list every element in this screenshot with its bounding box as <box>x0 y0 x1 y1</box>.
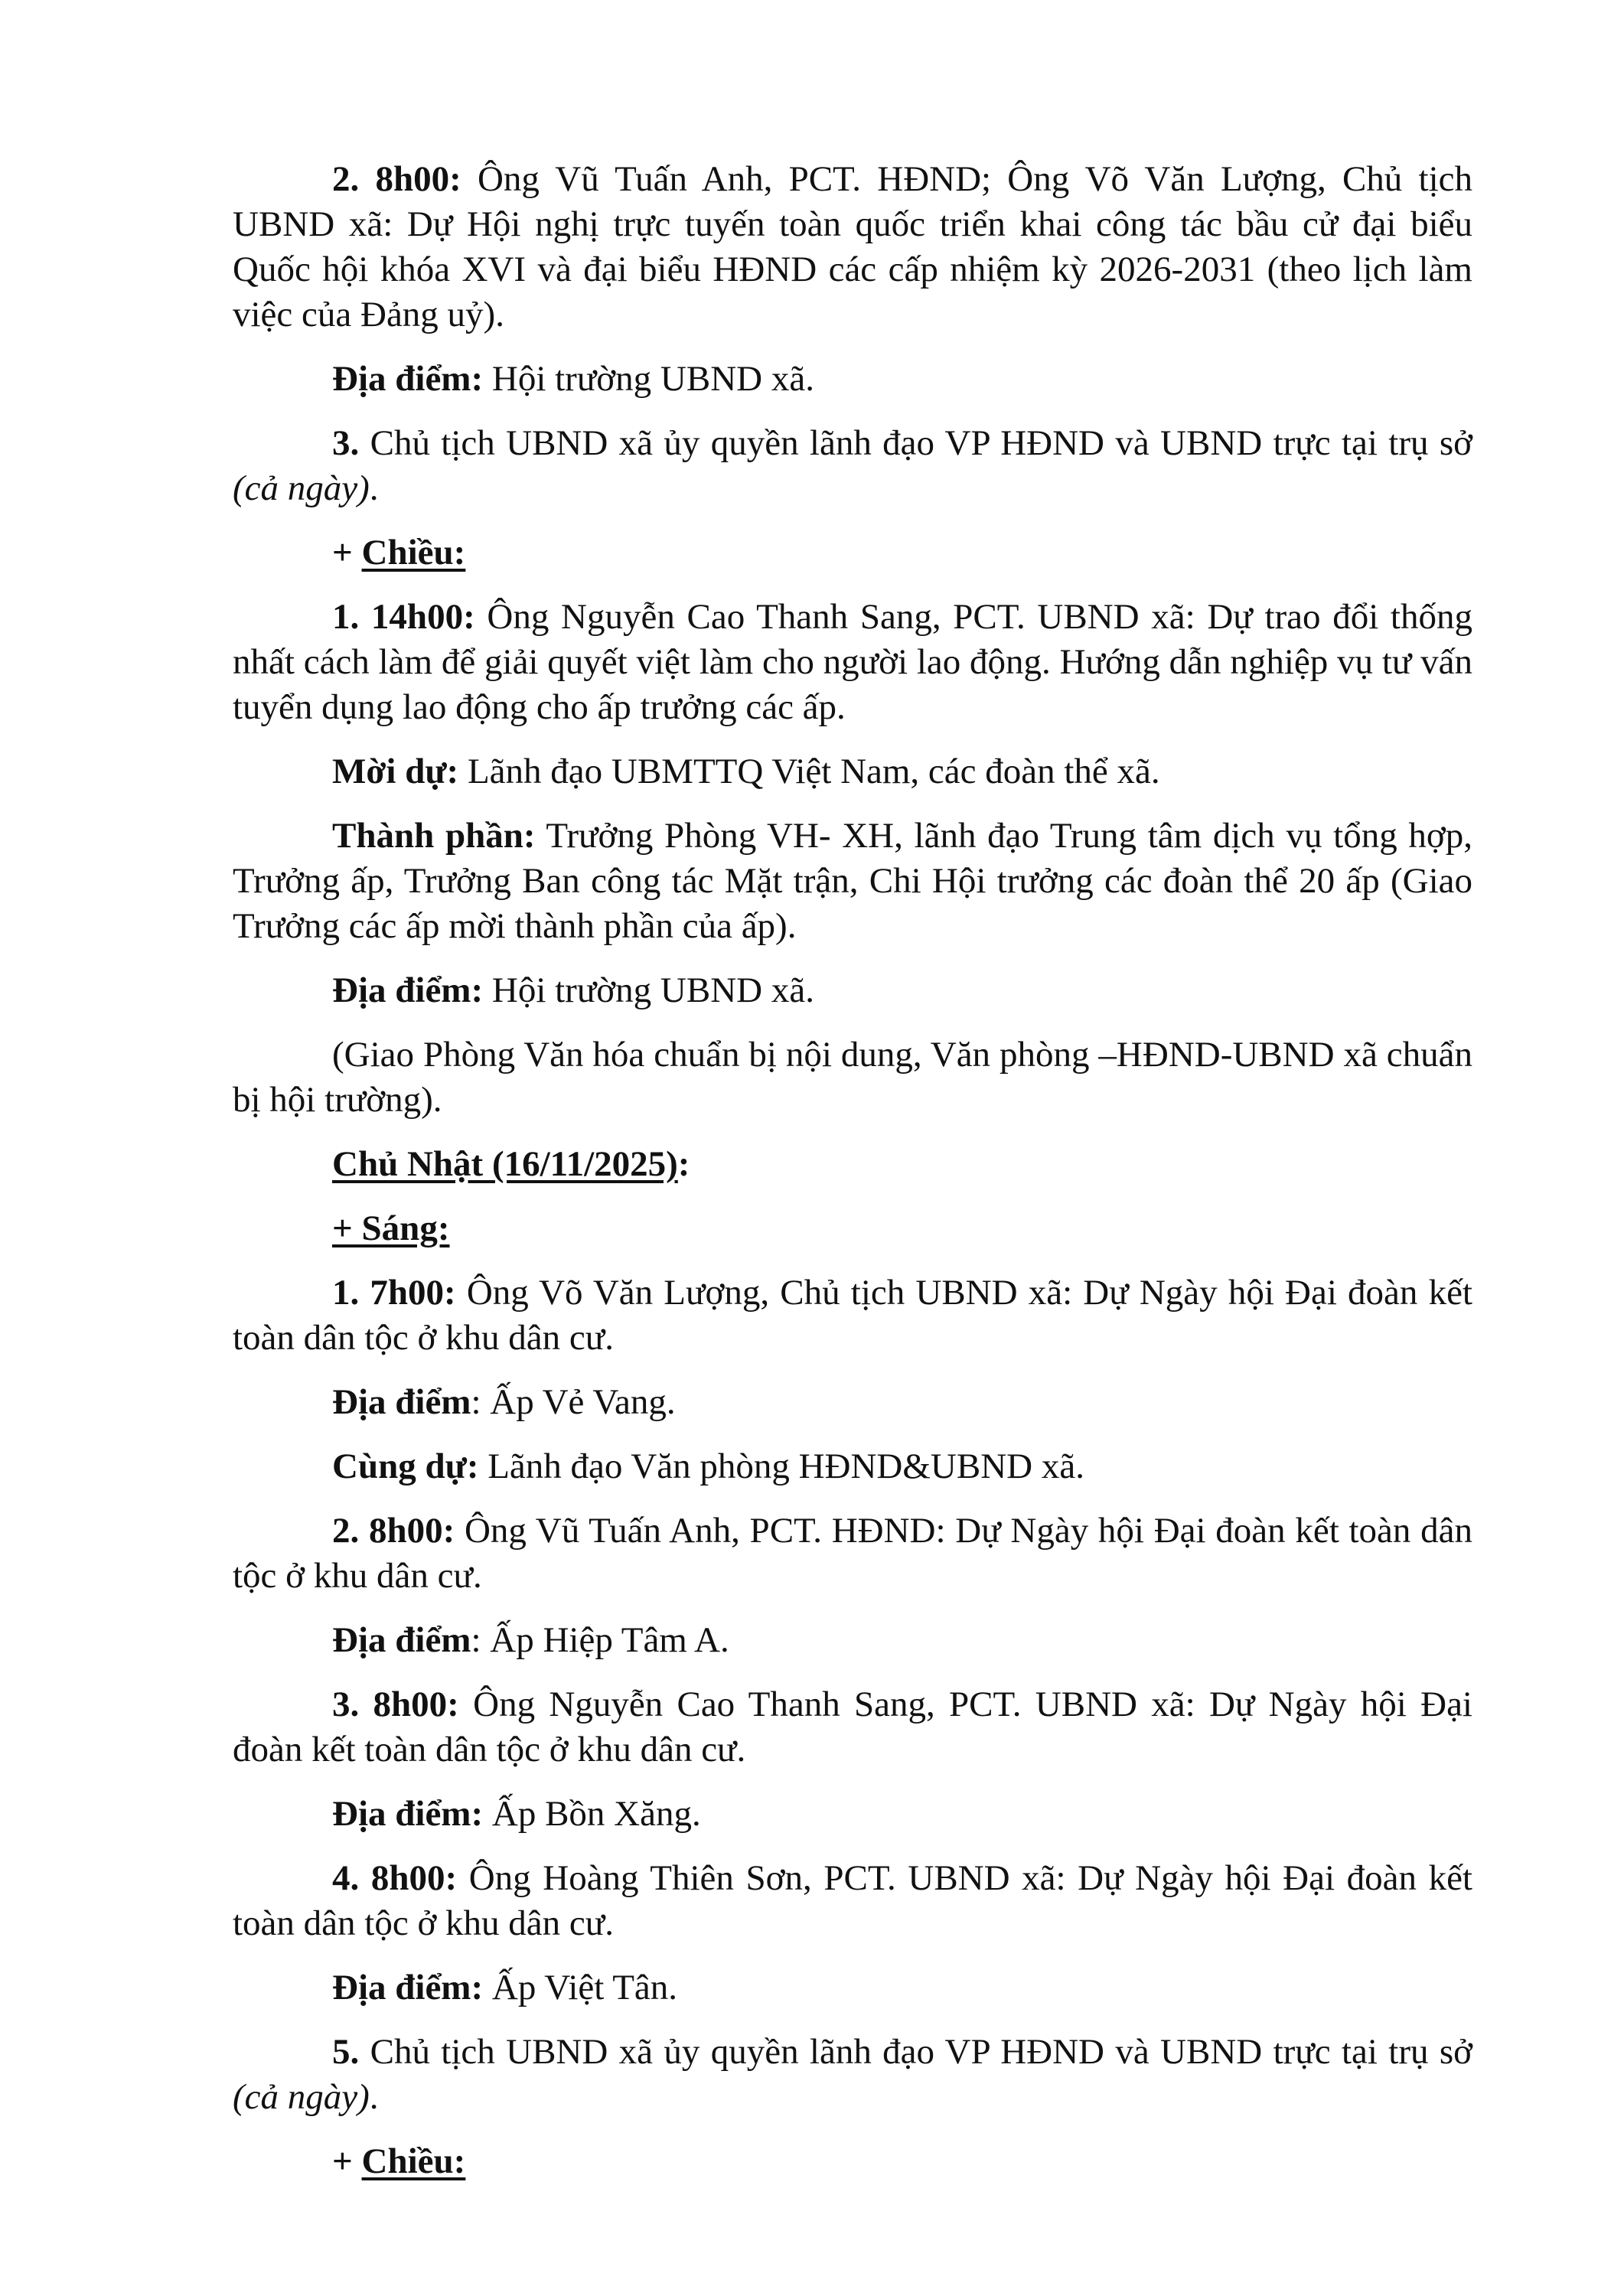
item-label: 1. 14h00: <box>332 597 475 637</box>
section-plus: + <box>332 1208 362 1248</box>
location-text: Ấp Việt Tân. <box>483 1968 678 2007</box>
location-line <box>233 1618 1472 1663</box>
location-text: Hội trường UBND xã. <box>483 970 814 1010</box>
item-label: 3. <box>332 423 360 463</box>
item-label: 3. 8h00: <box>332 1684 459 1724</box>
item-italic-note: (cả ngày) <box>233 2077 370 2117</box>
item-text: Chủ tịch UBND xã ủy quyền lãnh đạo VP HĐND và UBND trực tại trụ sở <box>359 423 1472 463</box>
item-label: 5. <box>332 2032 360 2072</box>
section-label: Chiều: <box>361 2141 466 2181</box>
day-colon: : <box>677 1144 690 1184</box>
location-text: : Ấp Vẻ Vang. <box>471 1382 676 1422</box>
section-heading-afternoon <box>233 530 1472 576</box>
attend-text: Lãnh đạo Văn phòng HĐND&UBND xã. <box>478 1446 1084 1486</box>
day-label: Chủ Nhật (16/11/2025) <box>332 1144 678 1184</box>
location-line <box>233 1965 1472 2011</box>
item-text: Ông Võ Văn Lượng, Chủ tịch UBND xã: Dự Ngày hội Đại đoàn kết toàn dân tộc ở khu dân cư. <box>233 1273 1472 1358</box>
item-text: Ông Vũ Tuấn Anh, PCT. HĐND: Dự Ngày hội Đại đoàn kết toàn dân tộc ở khu dân cư. <box>233 1511 1472 1596</box>
item-label: 2. 8h00: <box>332 1511 455 1551</box>
section-plus: + <box>332 533 362 572</box>
document-page <box>233 157 1472 2203</box>
day-heading-sunday <box>233 1142 1472 1187</box>
attend-line <box>233 1444 1472 1489</box>
location-line <box>233 1792 1472 1837</box>
item-label: 1. 7h00: <box>332 1273 456 1313</box>
item-text: Ông Nguyễn Cao Thanh Sang, PCT. UBND xã: Dự Ngày hội Đại đoàn kết toàn dân tộc ở khu dân cư. <box>233 1684 1472 1769</box>
section-label: Chiều: <box>361 533 466 572</box>
location-text: : Ấp Hiệp Tâm A. <box>471 1620 729 1660</box>
location-label: Địa điểm: <box>332 1794 484 1834</box>
schedule-item <box>233 1270 1472 1361</box>
participants-label: Thành phần: <box>332 816 536 856</box>
item-text: Ông Hoàng Thiên Sơn, PCT. UBND xã: Dự Ngày hội Đại đoàn kết toàn dân tộc ở khu dân cư. <box>233 1858 1472 1943</box>
schedule-item <box>233 421 1472 511</box>
invite-line <box>233 749 1472 794</box>
item-end: . <box>369 468 379 508</box>
location-label: Địa điểm: <box>332 1968 484 2007</box>
location-label: Địa điểm <box>332 1620 471 1660</box>
location-label: Địa điểm: <box>332 359 484 399</box>
section-plus: + <box>332 2141 362 2181</box>
location-text: Hội trường UBND xã. <box>483 359 814 399</box>
schedule-item <box>233 1508 1472 1599</box>
location-line <box>233 1380 1472 1425</box>
assignment-note <box>233 1032 1472 1123</box>
schedule-item <box>233 1682 1472 1773</box>
schedule-item <box>233 1856 1472 1946</box>
location-line <box>233 968 1472 1013</box>
section-label: Sáng: <box>361 1208 450 1248</box>
attend-label: Cùng dự: <box>332 1446 479 1486</box>
location-label: Địa điểm: <box>332 970 484 1010</box>
schedule-item <box>233 595 1472 730</box>
item-italic-note: (cả ngày) <box>233 468 370 508</box>
item-end: . <box>369 2077 379 2117</box>
item-text: Chủ tịch UBND xã ủy quyền lãnh đạo VP HĐND và UBND trực tại trụ sở <box>359 2032 1472 2072</box>
section-heading-morning <box>233 1206 1472 1251</box>
participants-text: Trưởng Phòng VH- XH, lãnh đạo Trung tâm dịch vụ tổng hợp, Trưởng ấp, Trưởng Ban công tác Mặt trận, Chi Hội trưởng các đoàn thể 20 ấp (Giao Trưởng các ấp mời thành phần của ấp). <box>233 816 1472 946</box>
item-label: 4. 8h00: <box>332 1858 458 1898</box>
schedule-item <box>233 157 1472 338</box>
section-heading-afternoon <box>233 2139 1472 2184</box>
item-text: Ông Nguyễn Cao Thanh Sang, PCT. UBND xã: Dự trao đổi thống nhất cách làm để giải quyết việt làm cho người lao động. Hướng dẫn nghiệp vụ tư vấn tuyển dụng lao động cho ấp trưởng các ấp. <box>233 597 1472 727</box>
invite-text: Lãnh đạo UBMTTQ Việt Nam, các đoàn thể xã. <box>458 752 1160 791</box>
item-label: 2. 8h00: <box>332 159 461 199</box>
invite-label: Mời dự: <box>332 752 459 791</box>
participants-line <box>233 814 1472 949</box>
assignment-text: (Giao Phòng Văn hóa chuẩn bị nội dung, Văn phòng –HĐND-UBND xã chuẩn bị hội trường). <box>233 1035 1472 1120</box>
location-label: Địa điểm <box>332 1382 471 1422</box>
schedule-item <box>233 2030 1472 2120</box>
location-line <box>233 357 1472 402</box>
item-text: Ông Vũ Tuấn Anh, PCT. HĐND; Ông Võ Văn Lượng, Chủ tịch UBND xã: Dự Hội nghị trực tuyến toàn quốc triển khai công tác bầu cử đại biểu Quốc hội khóa XVI và đại biểu HĐND các cấp nhiệm kỳ 2026-2031 (theo lịch làm việc của Đảng uỷ). <box>233 159 1472 334</box>
location-text: Ấp Bồn Xăng. <box>483 1794 701 1834</box>
